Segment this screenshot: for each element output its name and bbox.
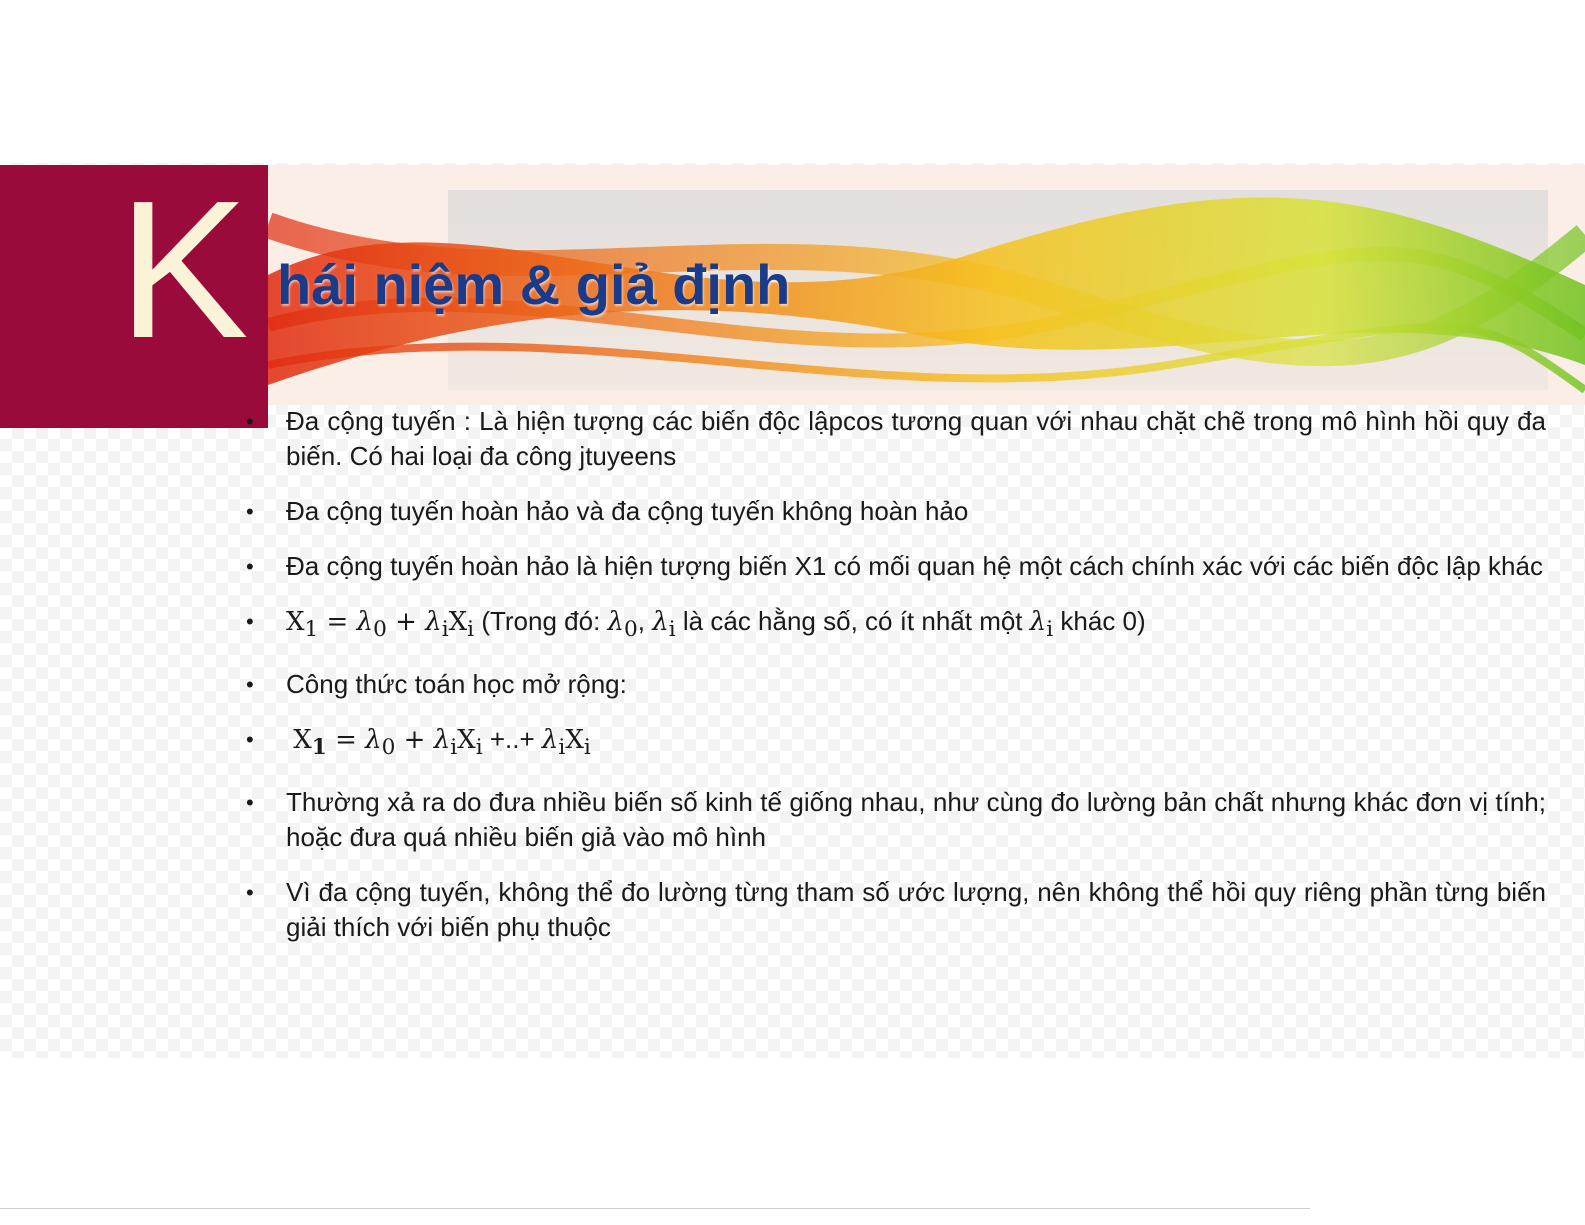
list-item — [246, 785, 1546, 855]
bullet-marker: • — [246, 499, 254, 524]
list-item — [246, 404, 1546, 474]
bullet-list — [246, 404, 1546, 965]
formula: $X_1 = \lambda_0 + \lambda_iX_i$ — [286, 607, 475, 643]
formula-extended: $X_1 = \lambda_0 + \lambda_iX_i$ +..+ $\lambda_iX_i$ — [293, 724, 591, 761]
list-item-formula-extended — [246, 722, 1546, 765]
list-item — [246, 494, 1546, 529]
footer-divider — [0, 1208, 1310, 1209]
list-item — [246, 875, 1546, 945]
page-title: hái niệm & giả định — [277, 253, 791, 316]
bullet-marker: • — [246, 880, 254, 906]
bullet-text: Đa cộng tuyến : Là hiện tượng các biến độc lậpcos tương quan với nhau chặt chẽ trong mô hình hồi quy đa biến. Có hai loại đa công jtuyeens — [286, 406, 1546, 471]
bullet-marker: • — [246, 672, 254, 698]
bullet-marker: • — [246, 727, 254, 753]
bullet-marker: • — [246, 609, 254, 634]
bullet-marker: • — [246, 409, 254, 434]
bullet-marker: • — [246, 554, 254, 579]
bullet-text: Đa cộng tuyến hoàn hảo và đa cộng tuyến không hoàn hảo — [286, 496, 969, 526]
formula-note: (Trong đó: $\lambda_0$, $\lambda_i$ là các hằng số, có ít nhất một $\lambda_i$ khác 0) — [474, 606, 1146, 643]
list-item — [246, 549, 1546, 584]
bullet-text: Vì đa cộng tuyến, không thể đo lường từng tham số ước lượng, nên không thể hồi quy riêng phần từng biến giải thích với biến phụ thuộc — [286, 877, 1546, 943]
header-initial-letter: K — [118, 160, 249, 379]
list-item-formula — [246, 604, 1546, 647]
bullet-text: Công thức toán học mở rộng: — [286, 669, 627, 700]
bullet-text: Đa cộng tuyến hoàn hảo là hiện tượng biến X1 có mối quan hệ một cách chính xác với các biến độc lập khác — [286, 551, 1543, 581]
bullet-marker: • — [246, 790, 254, 816]
list-item — [246, 667, 1546, 702]
bullet-text: Thường xả ra do đưa nhiều biến số kinh tế giống nhau, như cùng đo lường bản chất nhưng khác đơn vị tính; hoặc đưa quá nhiều biến giả vào mô hình — [286, 787, 1546, 853]
